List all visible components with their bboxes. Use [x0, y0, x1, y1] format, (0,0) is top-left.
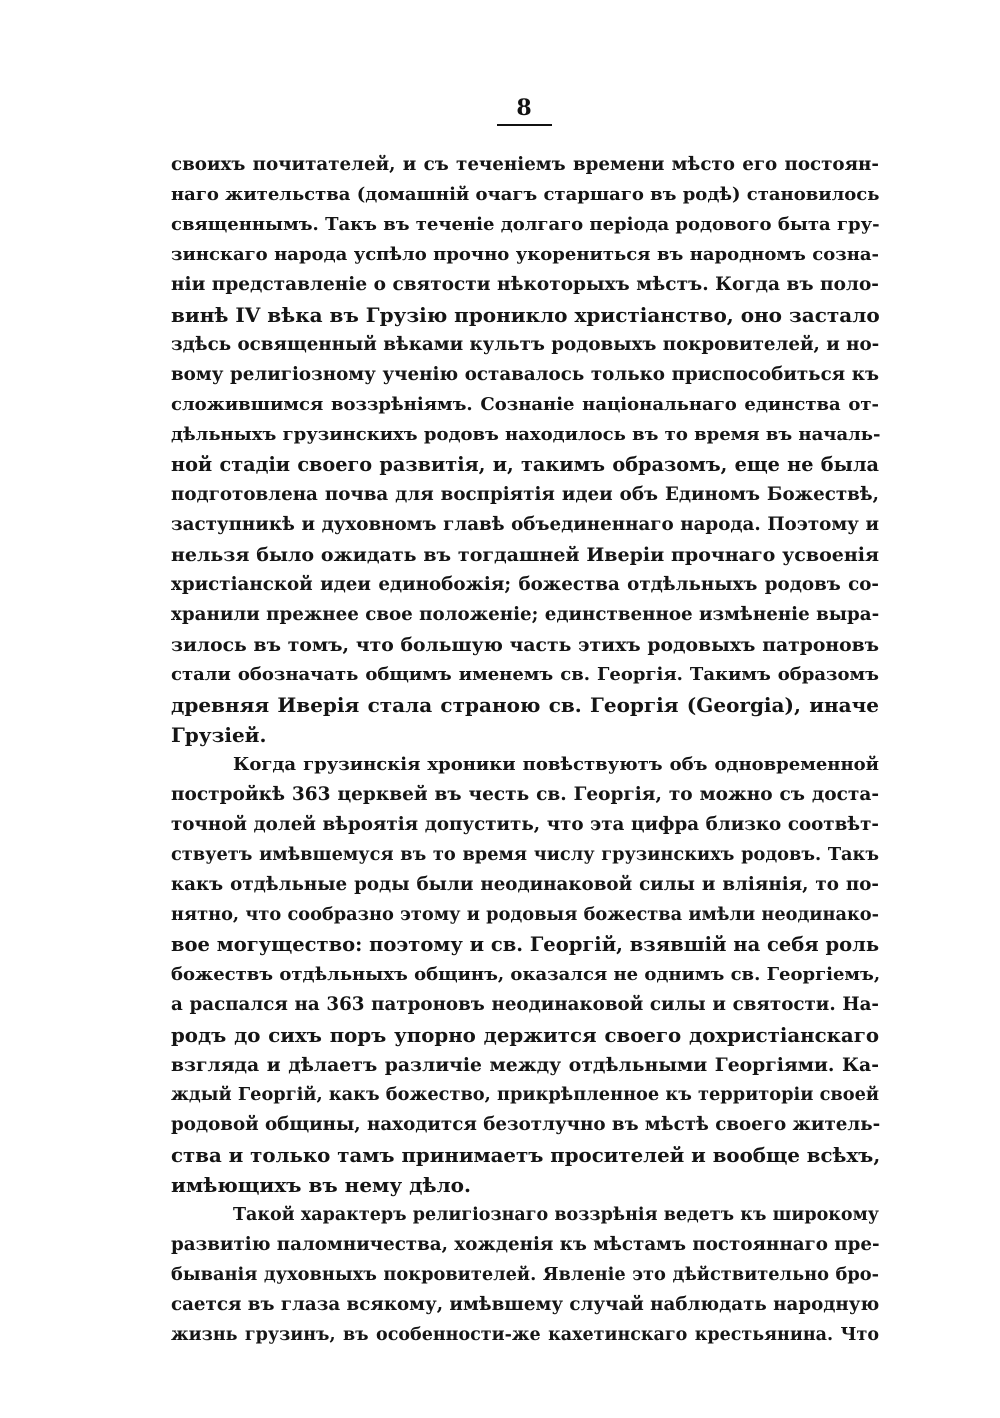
text-line: ждый Георгій, какъ божество, прикрѣпленное къ территоріи своей [171, 1084, 880, 1105]
text-line: родовой общины, находится безотлучно въ мѣстѣ своего житель- [171, 1114, 881, 1135]
text-line: Такой характеръ религіознаго воззрѣнія ведетъ къ широкому [233, 1205, 879, 1225]
text-line: ніи представленіе о святости нѣкоторыхъ мѣстъ. Когда въ поло- [171, 274, 879, 295]
text-line: наго жительства (домашній очагъ старшаго въ родѣ) становилось [171, 184, 880, 205]
page-number: 8 [516, 95, 532, 121]
text-line: развитію паломничества, хожденія къ мѣстамъ постояннаго пре- [171, 1234, 880, 1255]
text-line: имѣющихъ въ нему дѣло. [171, 1173, 471, 1197]
text-line: стали обозначать общимъ именемъ св. Георгія. Такимъ образомъ [171, 664, 879, 685]
text-line: точной долей вѣроятія допустить, что эта цифра близко соотвѣт- [171, 814, 879, 835]
text-line: ствуетъ имѣвшемуся въ то время числу грузинскихъ родовъ. Такъ [171, 844, 879, 865]
text-line: сается въ глаза всякому, имѣвшему случай наблюдать народную [171, 1294, 880, 1315]
text-line: древняя Иверія стала страною св. Георгія (Georgia), иначе [171, 693, 879, 717]
text-line: Грузіей. [171, 723, 267, 747]
text-line: вому религіозному ученію оставалось только приспособиться къ [171, 364, 879, 385]
text-line: священнымъ. Такъ въ теченіе долгаго періода родового быта гру- [171, 214, 880, 235]
text-line: нельзя было ожидать въ тогдашней Иверіи прочнаго усвоенія [171, 544, 879, 566]
text-line: какъ отдѣльные роды были неодинаковой силы и вліянія, то по- [171, 874, 879, 895]
text-line: а распался на 363 патроновъ неодинаковой силы и святости. На- [171, 994, 879, 1015]
text-line: нятно, что сообразно этому и родовыя божества имѣли неодинако- [171, 904, 879, 925]
text-line: жизнь грузинъ, въ особенности-же кахетинскаго крестьянина. Что [171, 1325, 879, 1345]
text-line: быванія духовныхъ покровителей. Явленіе это дѣйствительно бро- [171, 1264, 879, 1285]
text-line: своихъ почитателей, и съ теченіемъ времени мѣсто его постоян- [171, 154, 879, 175]
text-line: христіанской идеи единобожія; божества отдѣльныхъ родовъ со- [171, 574, 879, 595]
text-line: ства и только тамъ принимаетъ просителей и вообще всѣхъ, [171, 1143, 881, 1167]
text-line: взгляда и дѣлаетъ различіе между отдѣльными Георгіями. Ка- [171, 1054, 879, 1076]
text-line: родъ до сихъ поръ упорно держится своего дохристіанскаго [171, 1023, 879, 1047]
text-line: хранили прежнее свое положеніе; единственное измѣненіе выра- [171, 604, 880, 625]
text-line: заступникѣ и духовномъ главѣ объединеннаго народа. Поэтому и [171, 514, 879, 535]
body-text [171, 150, 879, 1350]
text-line: дѣльныхъ грузинскихъ родовъ находилось въ то время въ началь- [171, 424, 881, 445]
text-line: постройкѣ 363 церквей въ честь св. Георгія, то можно съ доста- [171, 784, 879, 805]
text-line: сложившимся воззрѣніямъ. Сознаніе національнаго единства от- [171, 394, 879, 415]
text-line: винѣ IV вѣка въ Грузію проникло христіанство, оно застало [171, 303, 880, 327]
text-line: вое могущество: поэтому и св. Георгій, взявшій на себя роль [171, 933, 880, 956]
text-line: ной стадіи своего развитія, и, такимъ образомъ, еще не была [171, 453, 879, 476]
text-line: подготовлена почва для воспріятія идеи объ Единомъ Божествѣ, [171, 484, 879, 505]
text-line: Когда грузинскія хроники повѣствуютъ объ одновременной [233, 754, 879, 775]
text-line: здѣсь освященный вѣками культъ родовыхъ покровителей, и но- [171, 334, 880, 355]
text-line: зинскаго народа успѣло прочно укорениться въ народномъ созна- [171, 244, 879, 265]
page-number-rule [497, 124, 552, 126]
text-line: зилось въ томъ, что большую часть этихъ родовыхъ патроновъ [171, 634, 879, 656]
text-line: божествъ отдѣльныхъ общинъ, оказался не однимъ св. Георгіемъ, [171, 964, 881, 985]
